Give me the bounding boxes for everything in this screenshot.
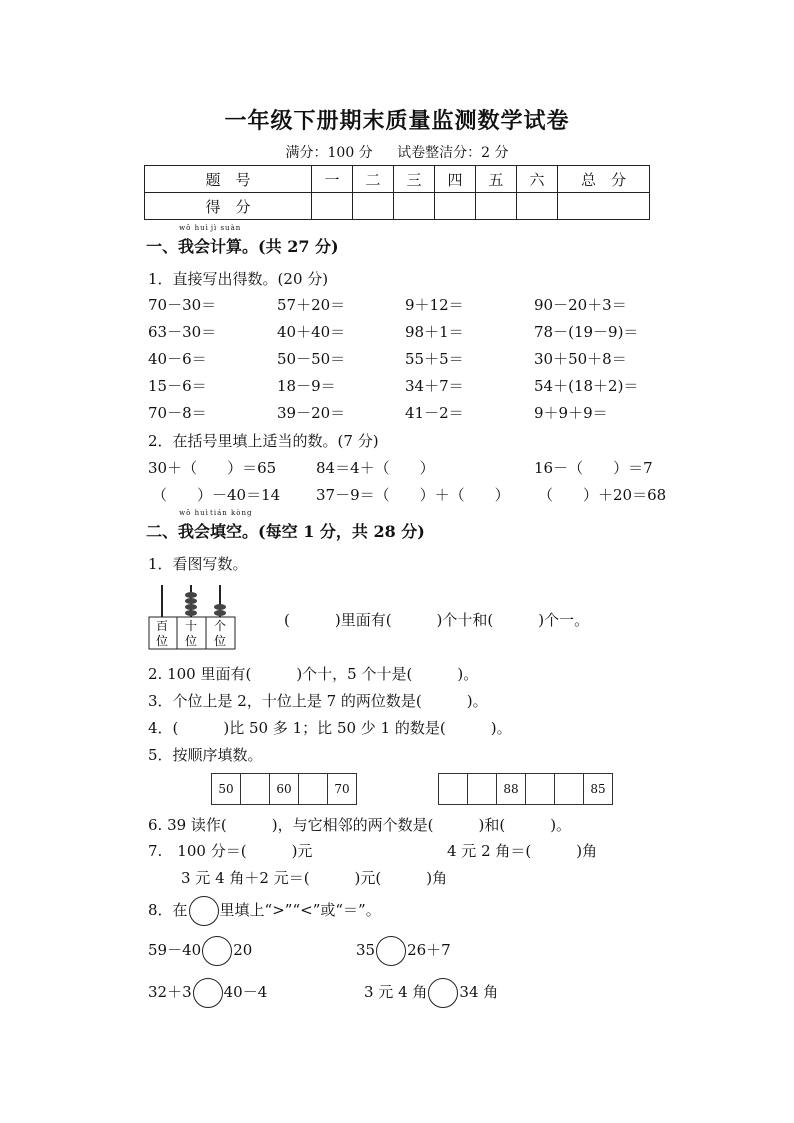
score-cell[interactable]	[353, 193, 394, 220]
question-2-2: 2. 100 里面有( )个十，5 个十是( )。	[148, 665, 479, 683]
calc-item: 34＋7＝	[405, 377, 464, 395]
question-1-2-title: 2．在括号里填上适当的数。(7 分)	[148, 432, 379, 450]
calc-item: 54＋(18＋2)＝	[534, 377, 639, 395]
abacus-bead	[185, 610, 197, 616]
score-cell[interactable]	[394, 193, 435, 220]
compare-answer-circle[interactable]	[202, 936, 232, 966]
calc-item: 57＋20＝	[277, 296, 346, 314]
calc-item: 30＋50＋8＝	[534, 350, 627, 368]
section-2-heading	[146, 509, 425, 542]
compare-left: 35	[356, 941, 376, 959]
fill-item: （ ）＋20＝68	[538, 486, 667, 504]
question-2-4: 4．( )比 50 多 1；比 50 少 1 的数是( )。	[148, 719, 512, 737]
compare-right: 34 角	[459, 983, 499, 1001]
calc-item: 78－(19－9)＝	[534, 323, 639, 341]
neat-score: 试卷整洁分：2 分	[397, 145, 509, 161]
compare-item	[364, 978, 498, 1008]
compare-left: 3 元 4 角	[364, 983, 428, 1001]
score-info	[0, 142, 794, 162]
calc-item: 9＋9＋9＝	[534, 404, 608, 422]
calc-item: 55＋5＝	[405, 350, 464, 368]
q8-suffix: 里填上“>”“<”或“＝”。	[219, 901, 381, 919]
section-2-prefix: 二、	[146, 522, 179, 541]
full-score: 满分：100 分	[285, 145, 373, 161]
abacus-bead	[185, 592, 197, 598]
sequence-blank-cell[interactable]	[468, 774, 497, 804]
abacus-label-ones-1: 个	[213, 619, 227, 633]
sequence-blank-cell[interactable]	[299, 774, 328, 804]
compare-right: 20	[233, 941, 253, 959]
section-2-word: 填空	[210, 522, 243, 541]
section-1-heading	[146, 224, 339, 257]
score-cell[interactable]	[476, 193, 517, 220]
compare-item	[356, 936, 451, 966]
sequence-cell: 50	[212, 774, 241, 804]
compare-answer-circle[interactable]	[193, 978, 223, 1008]
calc-item: 50－50＝	[277, 350, 346, 368]
calc-item: 63－30＝	[148, 323, 217, 341]
calc-item: 98＋1＝	[405, 323, 464, 341]
sequence-cell: 60	[270, 774, 299, 804]
abacus-figure	[148, 583, 238, 651]
sequence-cell: 70	[334, 782, 350, 796]
calc-item: 41－2＝	[405, 404, 464, 422]
score-col-5: 五	[476, 166, 517, 193]
sequence-boxes-1	[211, 773, 357, 805]
pinyin: wǒ huì	[179, 509, 209, 517]
sequence-boxes-2	[438, 773, 613, 805]
abacus-label-ones-2: 位	[213, 634, 227, 648]
calc-item: 40－6＝	[148, 350, 207, 368]
compare-left: 32＋3	[148, 983, 192, 1001]
score-cell[interactable]	[517, 193, 558, 220]
section-1-word: 计算	[210, 237, 243, 256]
compare-left: 59－40	[148, 941, 202, 959]
abacus-label-hundreds-2: 位	[155, 634, 169, 648]
q8-prefix: 8．在	[148, 901, 188, 919]
fill-item: 30＋（ ）＝65	[148, 459, 277, 477]
pinyin: jì suàn	[210, 224, 242, 232]
sequence-cell: 85	[590, 782, 606, 796]
fill-item: 16－（ ）＝7	[534, 459, 653, 477]
section-1-suffix: 。(共 27 分)	[242, 237, 339, 256]
sequence-blank-cell[interactable]	[526, 774, 555, 804]
pinyin: tián kòng	[210, 509, 253, 517]
question-2-1-text: ( )里面有( )个十和( )个一。	[284, 611, 590, 629]
sequence-cell: 88	[497, 774, 526, 804]
score-col-3: 三	[394, 166, 435, 193]
abacus-bead	[214, 610, 226, 616]
compare-right: 40－4	[223, 983, 268, 1001]
section-1-word: 我会	[178, 237, 211, 256]
pinyin: wǒ huì	[179, 224, 209, 232]
calc-item: 39－20＝	[277, 404, 346, 422]
calc-item: 18－9＝	[277, 377, 336, 395]
abacus-bead	[214, 604, 226, 610]
fill-item: 37－9＝（ ）＋（ ）	[316, 486, 510, 504]
section-2-word: 我会	[178, 522, 211, 541]
score-header-label: 题 号	[145, 166, 312, 193]
question-1-1-title: 1．直接写出得数。(20 分)	[148, 270, 329, 288]
question-2-7c: 3 元 4 角＋2 元＝( )元( )角	[181, 869, 448, 887]
score-row-label: 得 分	[145, 193, 312, 220]
compare-right: 26＋7	[407, 941, 451, 959]
abacus-bead	[185, 598, 197, 604]
calc-item: 15－6＝	[148, 377, 207, 395]
score-cell[interactable]	[558, 193, 650, 220]
sequence-blank-cell[interactable]	[241, 774, 270, 804]
question-2-7b: 4 元 2 角＝( )角	[447, 842, 598, 860]
score-col-2: 二	[353, 166, 394, 193]
compare-answer-circle[interactable]	[376, 936, 406, 966]
fill-item: （ ）－40＝14	[152, 486, 281, 504]
calc-item: 40＋40＝	[277, 323, 346, 341]
calc-item: 70－8＝	[148, 404, 207, 422]
question-2-1-title: 1．看图写数。	[148, 555, 248, 573]
question-2-8	[148, 896, 381, 926]
question-2-3: 3．个位上是 2，十位上是 7 的两位数是( )。	[148, 692, 488, 710]
score-col-1: 一	[312, 166, 353, 193]
score-cell[interactable]	[312, 193, 353, 220]
score-col-total: 总 分	[558, 166, 650, 193]
question-2-5: 5．按顺序填数。	[148, 746, 263, 764]
section-1-prefix: 一、	[146, 237, 179, 256]
abacus-label-hundreds-1: 百	[155, 619, 169, 633]
abacus-bead	[185, 604, 197, 610]
question-2-6: 6. 39 读作( )，与它相邻的两个数是( )和( )。	[148, 816, 572, 834]
calc-item: 9＋12＝	[405, 296, 464, 314]
page-title: 一年级下册期末质量监测数学试卷	[224, 108, 570, 134]
score-table	[144, 165, 650, 220]
sequence-blank-cell[interactable]	[439, 774, 468, 804]
score-col-4: 四	[435, 166, 476, 193]
fill-item: 84＝4＋（ ）	[316, 459, 435, 477]
score-cell[interactable]	[435, 193, 476, 220]
calc-item: 70－30＝	[148, 296, 217, 314]
calc-item: 90－20＋3＝	[534, 296, 627, 314]
compare-answer-circle[interactable]	[428, 978, 458, 1008]
score-col-6: 六	[517, 166, 558, 193]
compare-circle-icon	[189, 896, 219, 926]
section-2-suffix: 。(每空 1 分，共 28 分)	[242, 522, 425, 541]
abacus-label-tens-2: 位	[184, 634, 198, 648]
question-2-7a: 7. 100 分＝( )元	[148, 842, 313, 860]
sequence-blank-cell[interactable]	[555, 774, 584, 804]
compare-item	[148, 978, 267, 1008]
abacus-label-tens-1: 十	[184, 619, 198, 633]
compare-item	[148, 936, 252, 966]
